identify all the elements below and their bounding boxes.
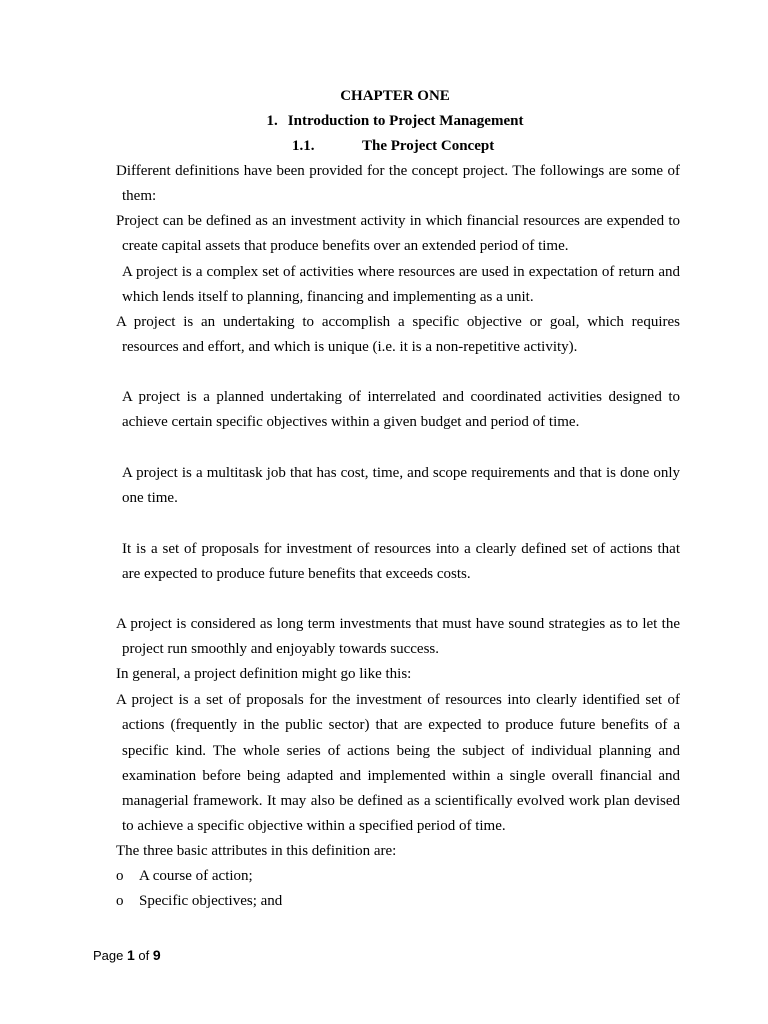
paragraph: Different definitions have been provided for the concept project. The followings are some of them: [116, 163, 680, 205]
bullet-marker: o [116, 893, 124, 910]
list-item [116, 889, 674, 914]
list-item [116, 864, 674, 889]
page-footer [93, 943, 161, 968]
section-title: Introduction to Project Management [287, 113, 524, 129]
list-item-text: A course of action; [139, 868, 253, 884]
subsection-heading [292, 134, 494, 159]
total-pages: 9 [152, 947, 161, 963]
subsection-number: 1.1. [292, 138, 315, 154]
subsection-title: The Project Concept [362, 138, 495, 154]
paragraph: In general, a project definition might go like this: [116, 666, 412, 682]
paragraph: It is a set of proposals for investment of resources into a clearly defined set of actions that are expected to produce future benefits that exceeds costs. [122, 541, 680, 583]
bullet-list [116, 864, 674, 915]
paragraph: A project is an undertaking to accomplish a specific objective or goal, which requires resources and effort, and which is unique (i.e. it is a non-repetitive activity). [116, 314, 680, 356]
section-heading [0, 109, 768, 134]
paragraph: A project is a complex set of activities where resources are used in expectation of return and which lends itself to planning, financing and implementing as a unit. [122, 264, 680, 306]
paragraph: A project is considered as long term investments that must have sound strategies as to let the project run smoothly and enjoyably towards success. [116, 616, 680, 658]
paragraph: A project is a multitask job that has cost, time, and scope requirements and that is done only one time. [122, 465, 680, 507]
chapter-title: CHAPTER ONE [340, 88, 450, 104]
section-number: 1. [266, 113, 278, 129]
paragraph: A project is a set of proposals for the investment of resources into clearly identified set of actions (frequently in the public sector) that are expected to produce future benefits of a specific kind. The whole series of actions being the subject of individual planning and examination before being adapted and implemented within a single overall financial and managerial framework. It may also be defined as a scientifically evolved work plan devised to achieve a specific objective within a specified period of time. [116, 692, 680, 835]
paragraph: A project is a planned undertaking of interrelated and coordinated activities designed to achieve certain specific objectives within a given budget and period of time. [122, 389, 680, 431]
current-page-number: 1 [127, 947, 135, 963]
paragraph: Project can be defined as an investment activity in which financial resources are expended to create capital assets that produce benefits over an extended period of time. [116, 213, 680, 255]
page-label: Page [93, 948, 124, 963]
page-separator: of [138, 948, 150, 963]
bullet-marker: o [116, 868, 124, 884]
paragraph: The three basic attributes in this definition are: [116, 843, 397, 859]
list-item-text: Specific objectives; and [139, 893, 283, 910]
